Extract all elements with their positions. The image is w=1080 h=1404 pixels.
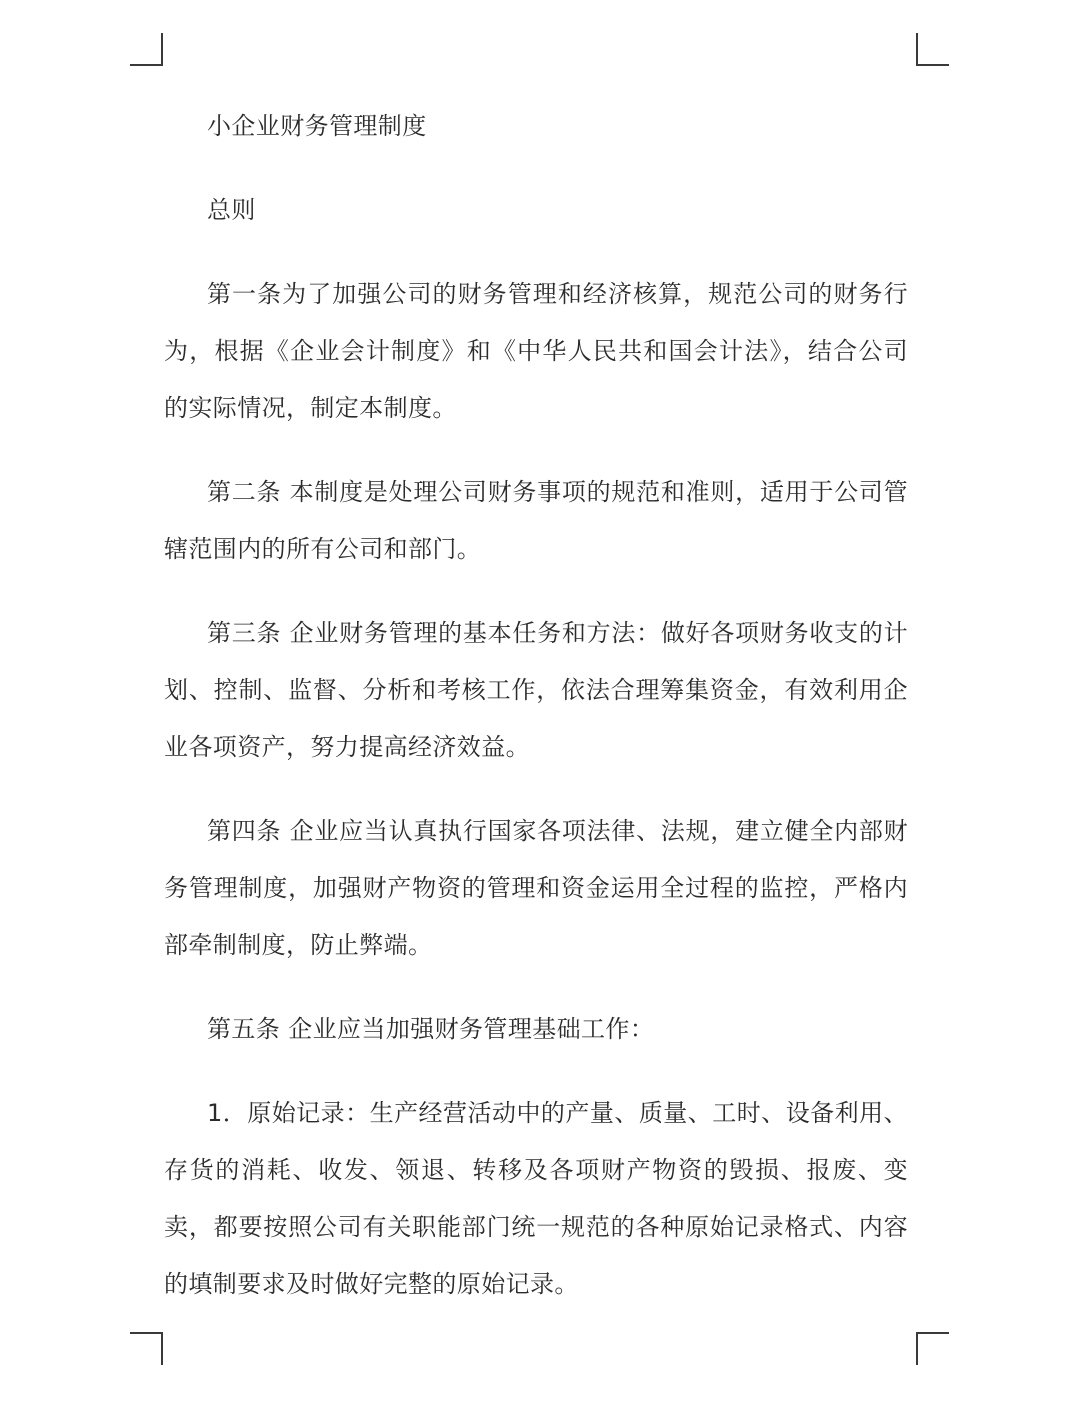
article-3: 第三条 企业财务管理的基本任务和方法：做好各项财务收支的计划、控制、监督、分析和考核工作，依法合理筹集资金，有效利用企业各项资产，努力提高经济效益。 xyxy=(164,619,908,761)
crop-mark-bottom-right xyxy=(916,1332,949,1365)
article-4: 第四条 企业应当认真执行国家各项法律、法规，建立健全内部财务管理制度，加强财产物资的管理和资金运用全过程的监控，严格内部牵制制度，防止弊端。 xyxy=(164,817,908,959)
chapter-heading: 总则 xyxy=(207,196,256,224)
document-title: 小企业财务管理制度 xyxy=(207,112,427,140)
crop-mark-bottom-left xyxy=(130,1332,163,1365)
article-5-item-1: 1．原始记录：生产经营活动中的产量、质量、工时、设备利用、存货的消耗、收发、领退、转移及各项财产物资的毁损、报废、变卖，都要按照公司有关职能部门统一规范的各种原始记录格式、内容的填制要求及时做好完整的原始记录。 xyxy=(164,1099,908,1298)
article-2: 第二条 本制度是处理公司财务事项的规范和准则，适用于公司管辖范围内的所有公司和部门。 xyxy=(164,478,908,563)
article-5: 第五条 企业应当加强财务管理基础工作： xyxy=(207,1015,655,1043)
crop-mark-top-left xyxy=(130,33,163,66)
crop-mark-top-right xyxy=(916,33,949,66)
article-1: 第一条为了加强公司的财务管理和经济核算，规范公司的财务行为，根据《企业会计制度》和《中华人民共和国会计法》，结合公司的实际情况，制定本制度。 xyxy=(164,280,908,422)
document-body xyxy=(164,98,908,1313)
